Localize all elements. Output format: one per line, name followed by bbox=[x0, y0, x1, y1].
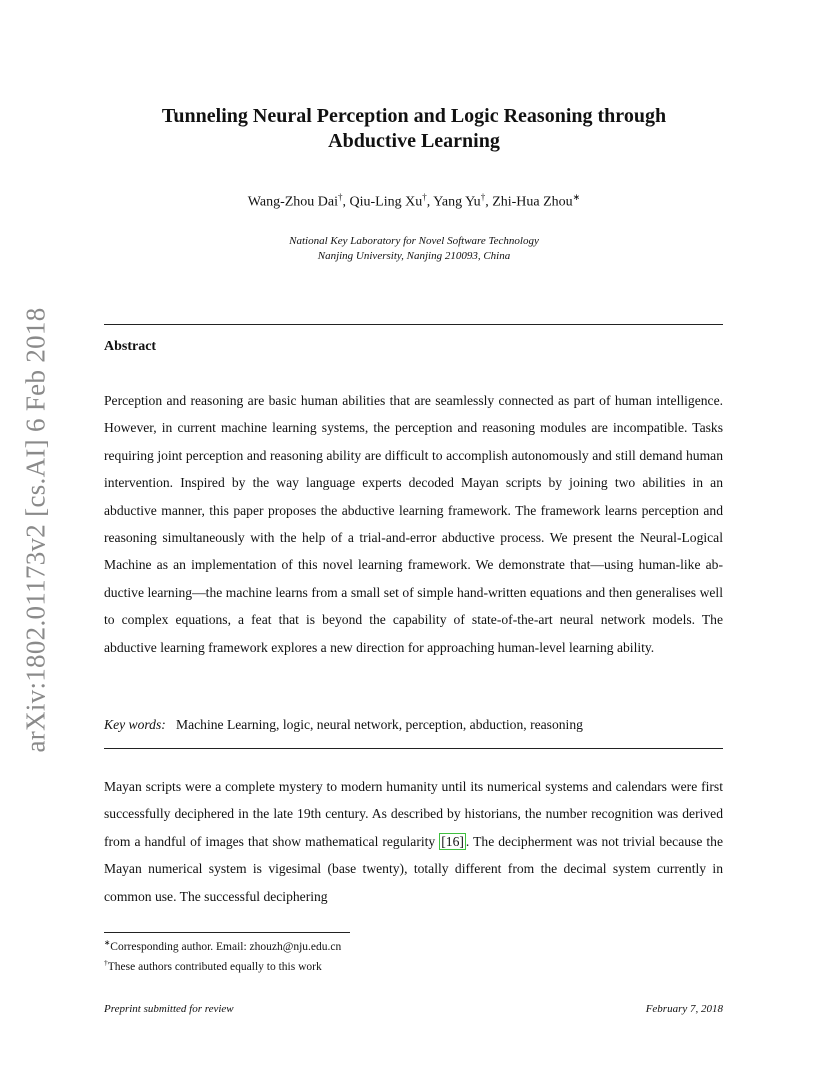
footnote-equal-contribution bbox=[104, 955, 341, 975]
author-mark: † bbox=[480, 192, 486, 202]
author-name: Zhi-Hua Zhou bbox=[492, 194, 573, 210]
title-line-1: Tunneling Neural Perception and Logic Reasoning through bbox=[161, 105, 667, 127]
paper-title bbox=[104, 104, 724, 154]
author-mark: † bbox=[338, 192, 343, 202]
author-name: Wang-Zhou Dai bbox=[247, 194, 339, 210]
keywords-line bbox=[104, 717, 723, 733]
intro-text-continued: . The decipherment was not trivial because the Mayan numerical system is vigesimal (base twenty), totally different from the decimal system currently in common use. The successful deciphering bbox=[104, 833, 723, 904]
keywords-label: Key words: bbox=[104, 717, 166, 732]
footnote-mark: † bbox=[104, 957, 108, 967]
citation-link[interactable]: [16] bbox=[441, 833, 464, 849]
author-mark: † bbox=[422, 192, 427, 202]
author-name: Yang Yu bbox=[433, 194, 481, 210]
abstract-heading: Abstract bbox=[104, 339, 157, 354]
author-mark: ∗ bbox=[572, 192, 581, 202]
arxiv-sidebar-stamp bbox=[10, 300, 62, 760]
footnote-text: These authors contributed equally to this work bbox=[107, 960, 322, 973]
title-line-2: Abductive Learning bbox=[328, 130, 500, 152]
intro-text: Mayan scripts were a complete mystery to modern humanity until its numerical systems and calendars were first successfully deciphered in the late 19th century. As described by historians, the number recognition was derived from a handful of images that show mathematical regularity bbox=[104, 779, 723, 849]
footnote-mark: ∗ bbox=[104, 938, 111, 947]
keywords-text: Machine Learning, logic, neural network, perception, abduction, reasoning bbox=[176, 717, 583, 732]
footnote-corresponding bbox=[104, 935, 341, 955]
footnotes bbox=[104, 935, 341, 975]
footnote-rule bbox=[104, 932, 350, 933]
preprint-note: Preprint submitted for review bbox=[104, 1003, 234, 1015]
author-list: Wang-Zhou Dai†, Qiu-Ling Xu†, Yang Yu†, Zhi-Hua Zhou∗ bbox=[247, 192, 581, 210]
footer-date: February 7, 2018 bbox=[645, 1003, 723, 1015]
author-name: Qiu-Ling Xu bbox=[349, 194, 423, 210]
abstract-bottom-rule bbox=[104, 748, 723, 749]
footnote-text: Corresponding author. Email: zhouzh@nju.edu.cn bbox=[110, 940, 342, 953]
abstract-top-rule bbox=[104, 324, 723, 325]
arxiv-identifier: arXiv:1802.01173v2 [cs.AI] 6 Feb 2018 bbox=[20, 307, 51, 753]
affiliation-line-2: Nanjing University, Nanjing 210093, China bbox=[317, 250, 511, 262]
intro-paragraph bbox=[104, 773, 723, 910]
affiliation bbox=[104, 234, 724, 264]
abstract-body: Perception and reasoning are basic human abilities that are seamlessly connected as part of human intelligence. However, in current machine learning systems, the perception and reasoning modules are incompatible. Tasks requiring joint perception and reasoning ability are difficult to accomplish autonomously and still demand human intervention. Inspired by the way language experts decoded Mayan scripts by joining two abilities in an abductive manner, this paper proposes the abductive learning framework. The framework learns perception and reasoning simultaneously with the help of a trial-and-error abductive process. We present the Neural-Logical Machine as an implementation of this novel learning framework. We demonstrate that—using human-like abductive learning—the machine learns from a small set of simple hand-written equations and then generalises well to complex equations, a feat that is beyond the capability of state-of-the-art neural network models. The abductive learning framework explores a new direction for approaching human-level learning ability. bbox=[104, 393, 723, 655]
affiliation-line-1: National Key Laboratory for Novel Software Technology bbox=[289, 235, 539, 247]
